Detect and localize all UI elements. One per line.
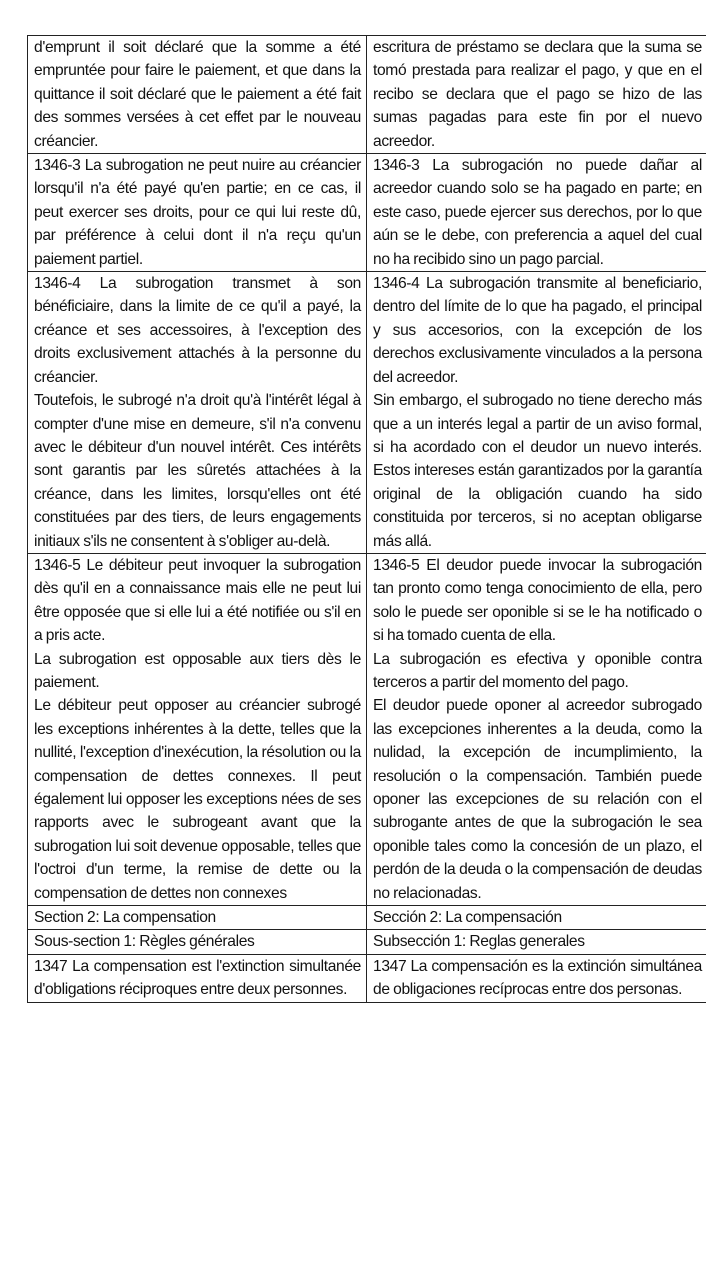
paragraph: La subrogación es efectiva y oponible contra terceros a partir del momento del pago. [373,650,702,691]
paragraph: 1346-4 La subrogación transmite al beneficiario, dentro del límite de lo que ha pagado, el principal y sus accesorios, con la excepción de los derechos exclusivamente vinculados a la persona del acreedor. [373,275,702,386]
french-cell [28,553,367,905]
paragraph: 1346-4 La subrogation transmet à son bénéficiaire, dans la limite de ce qu'il a payé, la créance et ses accessoires, à l'exception des droits exclusivement attachés à la personne du créancier. [34,275,361,386]
french-cell [28,272,367,554]
table-row [28,36,706,154]
spanish-cell [367,36,706,154]
paragraph: 1346-5 Le débiteur peut invoquer la subrogation dès qu'il en a connaissance mais elle ne peut lui être opposée que si elle lui a été notifiée ou s'il en a pris acte. [34,556,361,645]
paragraph: El deudor puede oponer al acreedor subrogado las excepciones inherentes a la deuda, como la nulidad, la excepción de incumplimiento, la resolución o la compensación. También puede oponer las excepciones de su relación con el subrogante antes de que la subrogación le sea oponible tales como la concesión de un plazo, el perdón de la deuda o la compensación de deudas no relacionadas. [373,697,702,902]
french-cell [28,954,367,1002]
spanish-cell [367,272,706,554]
table-row [28,272,706,554]
paragraph: 1347 La compensation est l'extinction simultanée d'obligations réciproques entre deux personnes. [34,957,361,999]
table-row [28,553,706,905]
spanish-cell [367,553,706,905]
table-row [28,954,706,1002]
paragraph: escritura de préstamo se declara que la suma se tomó prestada para realizar el pago, y que en el recibo se declara que el pago se hizo de las sumas pagadas para este fin por el nuevo acreedor. [373,39,702,150]
table-row [28,906,706,930]
paragraph: 1347 La compensación es la extinción simultánea de obligaciones recíprocas entre dos personas. [373,957,702,999]
spanish-cell [367,930,706,954]
paragraph: Toutefois, le subrogé n'a droit qu'à l'intérêt légal à compter d'une mise en demeure, s'il n'a convenu avec le débiteur d'un nouvel intérêt. Ces intérêts sont garantis par les sûretés attachées à la créance, dans les limites, lorsqu'elles ont été constituées par des tiers, de leurs engagements initiaux s'ils ne consentent à s'obliger au-delà. [34,392,361,550]
bilingual-table [27,35,706,1003]
subsection-heading: Sous-section 1: Règles générales [34,933,255,951]
paragraph: 1346-5 El deudor puede invocar la subrogación tan pronto como tenga conocimiento de ella, pero solo le puede ser oponible si se le ha notificado o si ha tomado cuenta de ella. [373,556,702,645]
spanish-cell [367,906,706,930]
spanish-cell [367,954,706,1002]
paragraph: La subrogation est opposable aux tiers dès le paiement. [34,650,361,691]
paragraph: 1346-3 La subrogación no puede dañar al acreedor cuando solo se ha pagado en parte; en este caso, puede ejercer sus derechos, por lo que aún se le debe, con preferencia a aquel del cual no ha recibido sino un pago parcial. [373,157,702,268]
spanish-cell [367,154,706,272]
french-cell [28,36,367,154]
subsection-heading: Subsección 1: Reglas generales [373,933,585,951]
paragraph: Le débiteur peut opposer au créancier subrogé les exceptions inhérentes à la dette, telles que la nullité, l'exception d'inexécution, la résolution ou la compensation de dettes connexes. Il peut également lui opposer les exceptions nées de ses rapports avec le subrogeant avant que la subrogation lui soit devenue opposable, telles que l'octroi d'un terme, la remise de dette ou la compensation de dettes non connexes [34,697,361,902]
paragraph: 1346-3 La subrogation ne peut nuire au créancier lorsqu'il n'a été payé qu'en partie; en ce cas, il peut exercer ses droits, pour ce qui lui reste dû, par préférence à celui dont il n'a reçu qu'un paiement partiel. [34,157,361,268]
paragraph: d'emprunt il soit déclaré que la somme a été empruntée pour faire le paiement, et que dans la quittance il soit déclaré que le paiement a été fait des sommes versées à cet effet par le nouveau créancier. [34,39,361,150]
french-cell [28,930,367,954]
french-cell [28,154,367,272]
table-row [28,930,706,954]
paragraph: Sin embargo, el subrogado no tiene derecho más que a un interés legal a partir de un aviso formal, si ha acordado con el deudor un nuevo interés. Estos intereses están garantizados por la garantía original de la obligación cuando ha sido constituida por terceros, si no aceptan obligarse más allá. [373,392,702,550]
french-cell [28,906,367,930]
section-heading: Section 2: La compensation [34,909,216,927]
table-row [28,154,706,272]
section-heading: Sección 2: La compensación [373,909,562,927]
